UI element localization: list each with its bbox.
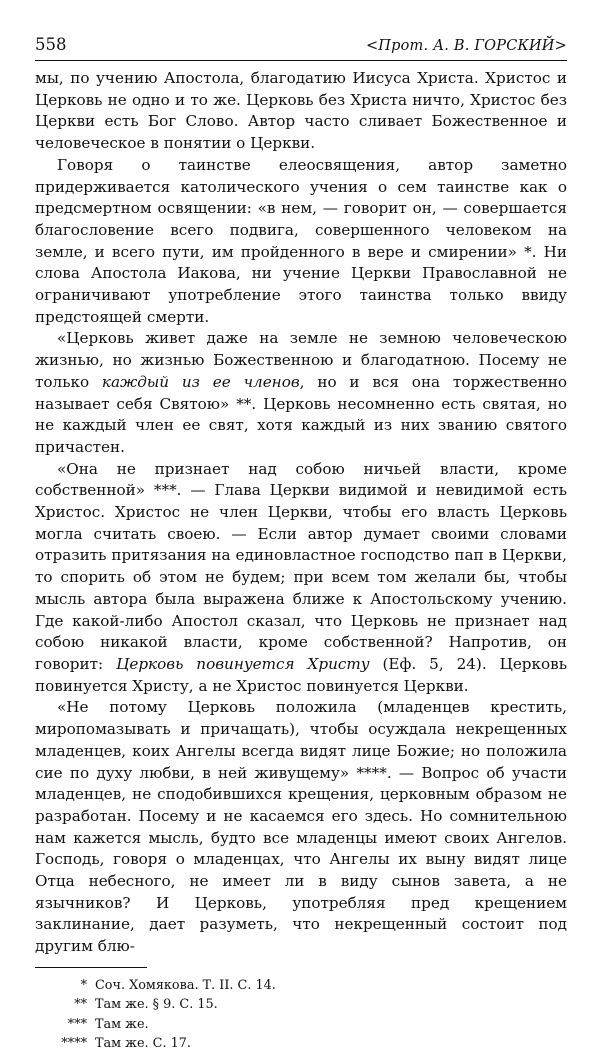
- paragraph-text: «Церковь живет даже на земле не земною человеческою жизнью, но жизнью Божественною и благодатною. Посему не только: [35, 329, 567, 391]
- paragraph-authority: [35, 459, 567, 698]
- footnote-divider: [35, 967, 147, 968]
- footnote-mark: ****: [61, 1036, 87, 1052]
- footnote-text: Там же. § 9. С. 15.: [95, 997, 218, 1013]
- footnotes: [35, 976, 567, 1054]
- footnote: [35, 976, 567, 996]
- paragraph-infants: «Не потому Церковь положила (младенцев крестить, миропомазывать и причащать), чтобы осуждала некрещенных младенцев, коих Ангелы всегда видят лице Божие; но положила сие по духу любви, в ней живущему» ****. — Вопрос об участи младенцев, не сподобившихся крещения, церковным образом не разработан. Посему и не касаемся его здесь. Но сомнительною нам кажется мысль, будто все младенцы имеют своих Ангелов. Господь, говоря о младенцах, что Ангелы их выну видят лице Отца небесного, не имеет ли в виду сынов завета, а не язычников? И Церковь, употребляя пред крещением заклинание, дает разуметь, что некрещенный состоит под другим блю-: [35, 698, 567, 956]
- paragraph-continuation: мы, по учению Апостола, благодатию Иисуса Христа. Христос и Церковь не одно и то же. Церковь без Христа ничто, Христос без Церкви есть Бог Слово. Автор часто сливает Божественное и человеческое в понятии о Церкви.: [35, 69, 567, 153]
- footnote-mark: ***: [67, 1016, 87, 1032]
- footnote: [35, 1015, 567, 1035]
- running-header: [35, 34, 567, 61]
- footnote-text: Там же.: [95, 1016, 149, 1032]
- paragraph-text: , но и вся она торжественно называет себя Святою» **. Церковь несомненно есть святая, но не каждый член ее свят, хотя каждый из них званию святого причастен.: [35, 372, 567, 456]
- body-text: [35, 68, 567, 958]
- footnote-mark: *: [80, 977, 87, 993]
- paragraph-text: (Еф. 5, 24). Церковь повинуется Христу, а не Христос повинуется Церкви.: [35, 654, 567, 695]
- italic-phrase: каждый из ее членов: [101, 372, 300, 391]
- footnote: [35, 1034, 567, 1054]
- running-title: <Прот. А. В. ГОРСКИЙ>: [365, 38, 567, 54]
- italic-phrase: Церковь повинуется Христу: [116, 654, 370, 673]
- footnote: [35, 995, 567, 1015]
- footnote-mark: **: [74, 997, 87, 1013]
- footnote-text: Соч. Хомякова. Т. II. С. 14.: [95, 977, 276, 993]
- page-number: 558: [35, 35, 67, 54]
- paragraph-holiness: [35, 328, 567, 458]
- footnote-text: Там же. С. 17.: [95, 1036, 191, 1052]
- paragraph-text: «Она не признает над собою ничьей власти, кроме собственной» ***. — Глава Церкви видимой и невидимой есть Христос. Христос не член Церкви, чтобы его власть Церковь могла считать своею. — Если автор думает своими словами отразить притязания на единовластное господство пап в Церкви, то спорить об этом не будем; при всем том желали бы, чтобы мысль автора была выражена ближе к Апостольскому учению. Где какой-либо Апостол сказал, что Церковь не признает над собою никакой власти, кроме собственной? Напротив, он говорит:: [35, 459, 567, 673]
- paragraph-unction: Говоря о таинстве елеосвящения, автор заметно придерживается католического учения о сем таинстве как о предсмертном освящении: «в нем, — говорит он, — совершается благословение всего подвига, совершенного человеком на земле, и всего пути, им пройденного в вере и смирении» *. Ни слова Апостола Иакова, ни учение Церкви Православной не ограничивают употребление этого таинства только ввиду предстоящей смерти.: [35, 155, 567, 326]
